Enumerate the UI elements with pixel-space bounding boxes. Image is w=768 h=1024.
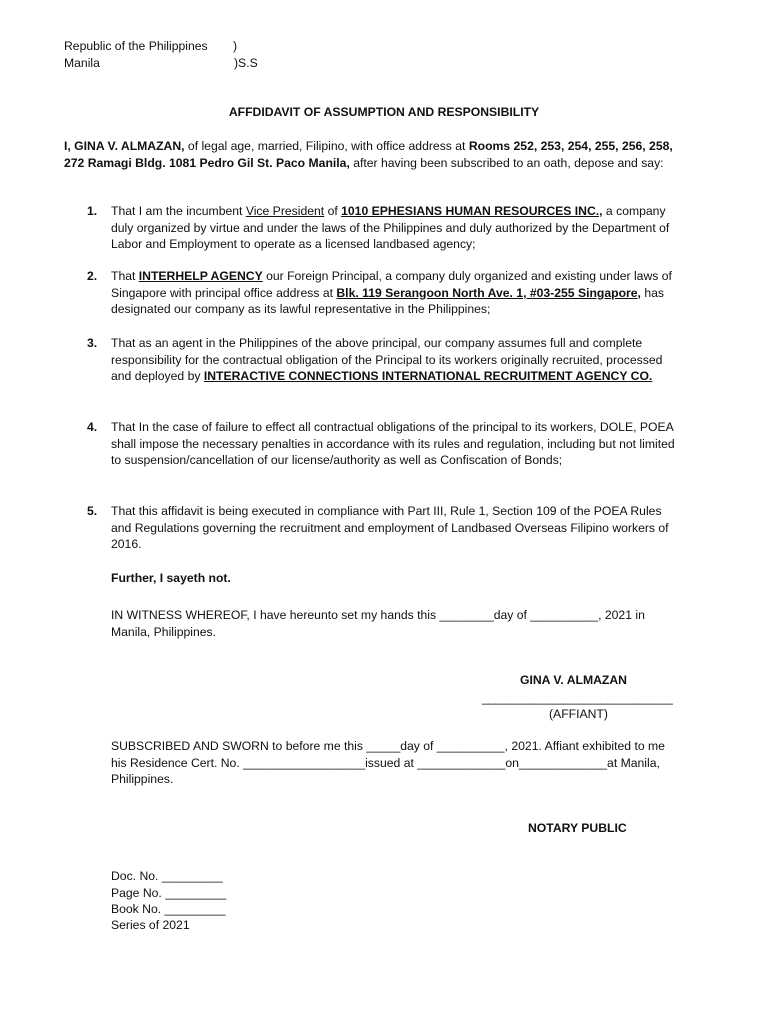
list-item xyxy=(64,203,675,253)
office-address: Rooms 252, 253, 254, 255, 256, 258, 272 Ramagi Bldg. 1081 Pedro Gil St. Paco Manila, xyxy=(64,139,673,170)
intro-paragraph xyxy=(64,138,674,171)
page-number: Page No. _________ xyxy=(111,886,227,900)
affiant-name: GINA V. ALMAZAN xyxy=(520,673,627,687)
document-title: AFFDIDAVIT OF ASSUMPTION AND RESPONSIBILITY xyxy=(228,105,540,119)
item-2-text-c: has designated our company as its lawful representative in the Philippines; xyxy=(111,285,664,317)
item-1-company: 1010 EPHESIANS HUMAN RESOURCES INC., xyxy=(341,204,603,218)
list-item xyxy=(64,419,675,469)
item-3-text-a: That as an agent in the Philippines of the above principal, our company assumes full and complete responsibility for the contractual obligation of the Principal to its workers originally recruited, processed and deployed by xyxy=(111,336,663,384)
caption-paren: ) xyxy=(233,39,238,53)
intro-text-b: after having been subscribed to an oath, depose and say: xyxy=(349,155,664,170)
item-text xyxy=(111,335,675,385)
doc-number: Doc. No. _________ xyxy=(111,869,223,883)
book-number: Book No. _________ xyxy=(111,902,226,916)
item-number: 3. xyxy=(87,336,98,350)
notary-public-label: NOTARY PUBLIC xyxy=(528,821,627,835)
item-text: That In the case of failure to effect all contractual obligations of the principal to its workers, DOLE, POEA shall impose the necessary penalties in accordance with its rules and regulation, including but not limited to suspension/cancellation of our license/authority as well as Confiscation of Bonds; xyxy=(111,420,675,468)
witness-clause: IN WITNESS WHEREOF, I have hereunto set my hands this ________day of __________, 2021 in Manila, Philippines. xyxy=(111,608,645,639)
item-1-position: Vice President xyxy=(245,204,325,218)
item-2-address: Blk. 119 Serangoon North Ave. 1, #03-255 Singapore, xyxy=(336,285,641,300)
item-3-agency: INTERACTIVE CONNECTIONS INTERNATIONAL RECRUITMENT AGENCY CO. xyxy=(203,369,653,384)
item-2-principal: INTERHELP AGENCY xyxy=(138,269,263,283)
jurat-clause: SUBSCRIBED AND SWORN to before me this _____day of __________, 2021. Affiant exhibited to me his Residence Cert. No. __________________issued at _____________on_____________at Manila, Philippines. xyxy=(111,739,665,787)
affiant-name-intro: I, GINA V. ALMAZAN, xyxy=(64,139,185,153)
caption-ss: )S.S xyxy=(234,56,258,70)
caption-line-republic xyxy=(64,38,238,55)
intro-text-a: of legal age, married, Filipino, with office address at xyxy=(184,139,469,153)
caption-manila-text: Manila xyxy=(64,56,100,70)
item-number: 2. xyxy=(87,269,98,283)
affiant-label: (AFFIANT) xyxy=(549,707,608,721)
further-statement: Further, I sayeth not. xyxy=(111,571,231,585)
item-2-text-a: That xyxy=(111,269,139,283)
item-text xyxy=(111,203,675,253)
item-1-text-c: a company duly organized by virtue and under the laws of the Philippines and duly authorized by the Department of Labor and Employment to operate as a licensed landbased agency; xyxy=(111,204,670,252)
item-number: 5. xyxy=(87,504,98,518)
item-1-text-a: That I am the incumbent xyxy=(111,204,246,218)
list-item xyxy=(64,335,675,385)
list-item xyxy=(64,268,675,318)
item-text xyxy=(111,268,675,318)
series-year: Series of 2021 xyxy=(111,918,190,932)
item-number: 4. xyxy=(87,420,98,434)
caption-line-manila xyxy=(64,55,258,72)
item-2-text-b: our Foreign Principal, a company duly organized and existing under laws of Singapore with principal office address at xyxy=(111,269,672,300)
item-1-text-b: of xyxy=(324,204,342,218)
signature-line: _____________________________ xyxy=(482,691,673,705)
caption-republic-text: Republic of the Philippines xyxy=(64,39,208,53)
item-text: That this affidavit is being executed in compliance with Part III, Rule 1, Section 109 of the POEA Rules and Regulations governing the recruitment and employment of Landbased Overseas Filipino workers of 2016. xyxy=(111,504,669,552)
item-number: 1. xyxy=(87,204,98,218)
list-item xyxy=(64,503,675,553)
